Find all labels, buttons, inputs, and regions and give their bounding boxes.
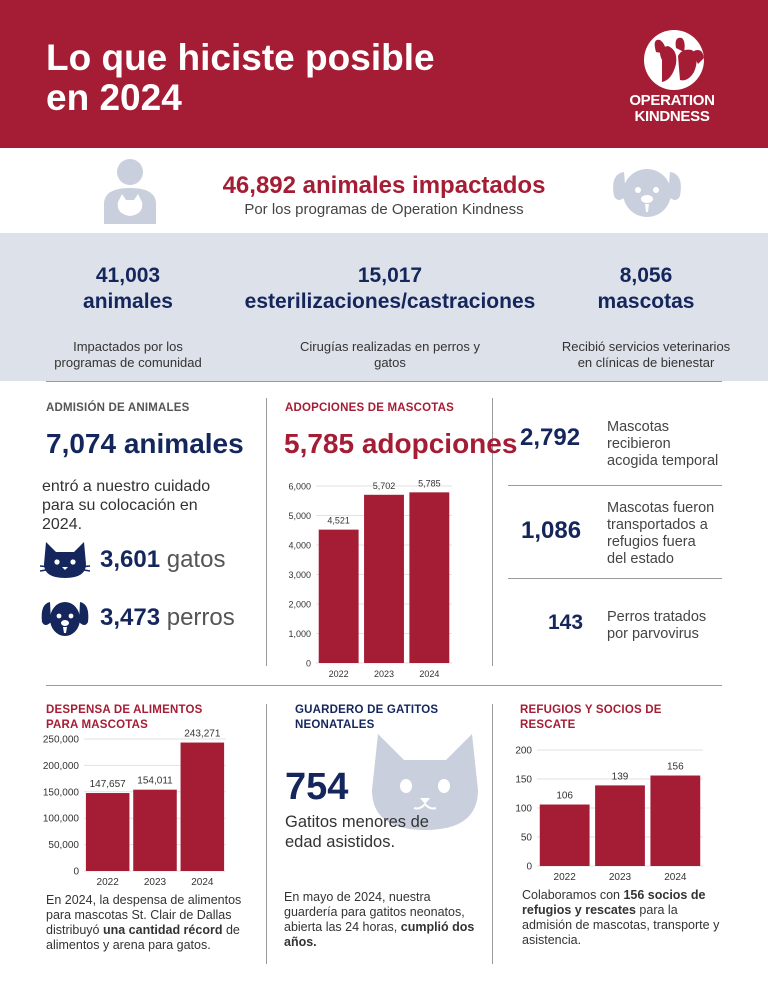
- x-tick-label: 2024: [419, 669, 440, 679]
- y-tick-label: 2,000: [288, 599, 311, 610]
- y-tick-label: 5,000: [288, 511, 311, 521]
- nursery-footnote: [284, 890, 474, 950]
- stat-surgeries-number: 15,017: [357, 264, 423, 287]
- total-headline: 46,892 animales impactados: [222, 172, 546, 199]
- data-label: 139: [611, 771, 629, 783]
- bar-2024: [650, 776, 700, 866]
- intake-desc1: entró a nuestro cuidado: [42, 478, 211, 495]
- y-tick-label: 0: [73, 866, 79, 878]
- intake-title: ADMISIÓN DE ANIMALES: [46, 402, 190, 414]
- data-label: 5,702: [372, 480, 396, 491]
- bar-2023: [364, 495, 404, 663]
- shelters-desc4: asistencia.: [522, 933, 582, 947]
- adoptions-chart: [270, 474, 460, 684]
- shelters-description: [522, 888, 719, 948]
- transport-number: 1,086: [521, 517, 582, 544]
- nursery-foot2: guardería para gatitos neonatos,: [284, 905, 465, 919]
- y-tick-label: 3,000: [288, 570, 311, 580]
- data-label: 4,521: [327, 515, 350, 526]
- intake-desc2: para su colocación en: [42, 497, 198, 514]
- shelters-title: [520, 703, 662, 733]
- logo-animals-icon: [612, 30, 732, 92]
- stat-vet-desc2: en clínicas de bienestar: [577, 355, 715, 370]
- stat-community-unit: animales: [83, 290, 173, 313]
- x-tick-label: 2023: [143, 877, 167, 888]
- stat-vet: [540, 263, 752, 371]
- divider: [46, 381, 722, 382]
- transport-desc3: refugios fuera: [607, 534, 696, 550]
- stat-community-desc1: Impactados por los: [73, 339, 183, 354]
- y-tick-label: 100,000: [42, 813, 79, 825]
- x-tick-label: 2024: [664, 872, 687, 883]
- y-tick-label: 50,000: [48, 840, 79, 852]
- divider: [508, 485, 722, 486]
- foster-desc3: acogida temporal: [607, 453, 719, 469]
- x-tick-label: 2023: [373, 669, 395, 679]
- nursery-desc2: edad asistidos.: [285, 833, 396, 851]
- dogs-number: 3,473: [100, 604, 161, 631]
- page-title-line2: en 2024: [46, 77, 182, 118]
- stat-surgeries: [240, 263, 540, 371]
- cat-face-icon: [40, 540, 90, 580]
- y-tick-label: 200,000: [42, 760, 79, 772]
- x-tick-label: 2024: [191, 877, 214, 888]
- dog-face-icon: [612, 166, 682, 220]
- nursery-foot3: [284, 920, 474, 935]
- intake-description: [42, 477, 210, 534]
- shelters-title1: REFUGIOS Y SOCIOS DE: [520, 704, 662, 716]
- x-tick-label: 2023: [608, 872, 632, 883]
- pantry-desc3-pre: distribuyó: [46, 923, 103, 937]
- parvo-desc2: por parvovirus: [607, 626, 699, 642]
- pantry-title2: PARA MASCOTAS: [46, 719, 149, 731]
- nursery-desc1: Gatitos menores de: [285, 813, 429, 831]
- pantry-desc1: En 2024, la despensa de alimentos: [46, 893, 242, 907]
- stat-community-desc: [20, 339, 236, 371]
- cats-stat: [100, 546, 225, 574]
- stat-surgeries-desc1: Cirugías realizadas en perros y: [300, 339, 480, 354]
- data-label: 243,271: [184, 728, 221, 740]
- shelters-desc3: admisión de mascotas, transporte y: [522, 918, 720, 932]
- bar-2024: [409, 492, 449, 663]
- logo-text-operation: OPERATION: [629, 92, 715, 109]
- y-tick-label: 1,000: [288, 629, 311, 639]
- data-label: 147,657: [89, 779, 126, 791]
- pantry-desc2: para mascotas St. Clair de Dallas: [46, 908, 232, 922]
- stat-surgeries-desc: [240, 339, 540, 371]
- shelters-desc2-bold: refugios y rescates: [522, 903, 636, 917]
- y-tick-label: 150: [515, 774, 532, 786]
- adoptions-headline: 5,785 adopciones: [284, 428, 518, 459]
- stat-surgeries-desc2: gatos: [374, 355, 406, 370]
- pantry-desc3-post: de: [222, 923, 240, 937]
- parvo-number: 143: [548, 611, 584, 634]
- x-tick-label: 2022: [328, 669, 349, 679]
- transport-desc2: transportados a: [607, 517, 708, 533]
- transport-desc: [607, 500, 714, 568]
- pantry-chart: [30, 722, 260, 892]
- shelters-title2: RESCATE: [520, 719, 576, 731]
- data-label: 156: [666, 761, 684, 773]
- y-tick-label: 150,000: [42, 787, 79, 799]
- y-tick-label: 4,000: [288, 540, 311, 551]
- intake-headline: 7,074 animales: [46, 428, 244, 459]
- data-label: 106: [556, 790, 574, 802]
- stat-vet-desc1: Recibió servicios veterinarios: [561, 339, 731, 354]
- page-title: [46, 38, 506, 118]
- logo-text-kindness: KINDNESS: [634, 108, 710, 125]
- shelters-desc2-post: para la: [635, 903, 678, 917]
- bar-2022: [319, 530, 359, 663]
- intake-desc3: 2024.: [42, 516, 83, 533]
- nursery-foot3-bold: cumplió dos: [400, 920, 475, 934]
- pantry-desc3-bold: una cantidad récord: [102, 923, 223, 937]
- stat-vet-number: 8,056: [619, 264, 673, 287]
- y-tick-label: 100: [515, 803, 532, 815]
- nursery-foot4: [284, 935, 474, 950]
- y-tick-label: 0: [526, 861, 532, 873]
- bar-2023: [133, 790, 177, 871]
- operation-kindness-logo: [612, 30, 732, 130]
- y-tick-label: 6,000: [288, 481, 311, 492]
- stat-vet-unit: mascotas: [597, 290, 695, 313]
- nursery-description: [285, 812, 429, 852]
- stat-community-desc2: programas de comunidad: [54, 355, 202, 370]
- stat-community-number: 41,003: [95, 264, 161, 287]
- foster-desc1: Mascotas: [607, 419, 670, 435]
- shelters-desc1: [522, 888, 719, 903]
- bar-2022: [540, 805, 590, 866]
- nursery-foot1: En mayo de 2024, nuestra: [284, 890, 431, 904]
- stat-surgeries-unit: esterilizaciones/castraciones: [244, 290, 536, 313]
- divider: [508, 578, 722, 579]
- data-label: 154,011: [137, 775, 173, 787]
- foster-desc: [607, 419, 718, 470]
- cats-number: 3,601: [100, 546, 161, 573]
- foster-number: 2,792: [520, 424, 581, 451]
- x-tick-label: 2022: [96, 877, 119, 888]
- pantry-desc3: [46, 923, 241, 938]
- divider: [266, 704, 267, 964]
- x-tick-label: 2022: [553, 872, 576, 883]
- nursery-title1: GUARDERO DE GATITOS: [295, 704, 439, 716]
- dog-face-icon: [40, 598, 90, 638]
- y-tick-label: 50: [520, 832, 532, 844]
- foster-desc2: recibieron: [607, 436, 671, 452]
- page-title-line1: Lo que hiciste posible: [46, 37, 435, 78]
- dogs-label: perros: [166, 604, 235, 631]
- divider: [492, 704, 493, 964]
- bar-2023: [595, 785, 645, 866]
- bar-2024: [181, 743, 225, 871]
- parvo-desc: [607, 609, 706, 643]
- parvo-desc1: Perros tratados: [607, 609, 707, 625]
- stats-band: [0, 233, 768, 381]
- shelters-desc2: [522, 903, 719, 918]
- y-tick-label: 200: [515, 745, 532, 757]
- stat-community: [20, 263, 236, 371]
- y-tick-label: 250,000: [42, 734, 79, 746]
- nursery-foot4-bold: años.: [284, 935, 317, 949]
- pantry-description: [46, 893, 241, 953]
- y-tick-label: 0: [305, 658, 311, 669]
- bar-2022: [86, 793, 130, 871]
- transport-desc4: del estado: [607, 551, 674, 567]
- divider: [46, 685, 722, 686]
- transport-desc1: Mascotas fueron: [607, 500, 715, 516]
- nursery-number: 754: [285, 766, 349, 808]
- shelters-desc1-bold: 156 socios de: [623, 888, 706, 902]
- divider: [266, 398, 267, 666]
- pantry-desc4: alimentos y arena para gatos.: [46, 938, 211, 952]
- shelters-desc1-pre: Colaboramos con: [522, 888, 624, 902]
- nursery-foot3-pre: abierta las 24 horas,: [284, 920, 401, 934]
- cats-label: gatos: [166, 546, 226, 573]
- dogs-stat: [100, 604, 235, 632]
- adoptions-title: ADOPCIONES DE MASCOTAS: [285, 402, 455, 414]
- shelters-chart: [505, 738, 720, 886]
- stat-vet-desc: [540, 339, 752, 371]
- nursery-title2: NEONATALES: [295, 719, 375, 731]
- pantry-title1: DESPENSA DE ALIMENTOS: [46, 704, 203, 716]
- data-label: 5,785: [418, 478, 441, 489]
- nursery-title: [295, 703, 438, 733]
- total-subtitle: Por los programas de Operation Kindness: [244, 201, 524, 218]
